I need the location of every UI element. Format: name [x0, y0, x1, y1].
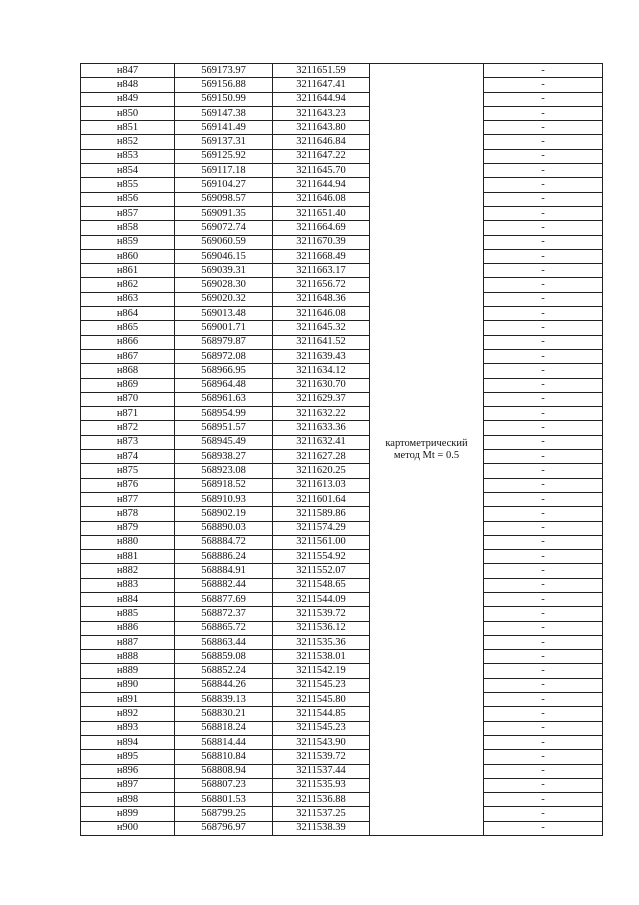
note-cell: -: [484, 607, 603, 621]
point-id-cell: н898: [81, 793, 175, 807]
point-id-cell: н882: [81, 564, 175, 578]
x-coordinate-cell: 568877.69: [175, 592, 273, 606]
y-coordinate-cell: 3211545.80: [273, 693, 370, 707]
x-coordinate-cell: 568918.52: [175, 478, 273, 492]
y-coordinate-cell: 3211539.72: [273, 607, 370, 621]
point-id-cell: н884: [81, 592, 175, 606]
note-cell: -: [484, 149, 603, 163]
point-id-cell: н890: [81, 678, 175, 692]
y-coordinate-cell: 3211630.70: [273, 378, 370, 392]
y-coordinate-cell: 3211644.94: [273, 178, 370, 192]
note-cell: -: [484, 321, 603, 335]
point-id-cell: н880: [81, 535, 175, 549]
point-id-cell: н896: [81, 764, 175, 778]
y-coordinate-cell: 3211539.72: [273, 750, 370, 764]
note-cell: -: [484, 707, 603, 721]
note-cell: -: [484, 564, 603, 578]
x-coordinate-cell: 568902.19: [175, 507, 273, 521]
note-cell: -: [484, 421, 603, 435]
y-coordinate-cell: 3211634.12: [273, 364, 370, 378]
y-coordinate-cell: 3211535.93: [273, 778, 370, 792]
point-id-cell: н861: [81, 264, 175, 278]
note-cell: -: [484, 307, 603, 321]
point-id-cell: н862: [81, 278, 175, 292]
x-coordinate-cell: 568799.25: [175, 807, 273, 821]
table-row: [81, 607, 603, 621]
note-cell: -: [484, 492, 603, 506]
note-cell: -: [484, 807, 603, 821]
y-coordinate-cell: 3211656.72: [273, 278, 370, 292]
point-id-cell: н888: [81, 650, 175, 664]
point-id-cell: н889: [81, 664, 175, 678]
table-row: [81, 764, 603, 778]
x-coordinate-cell: 568882.44: [175, 578, 273, 592]
x-coordinate-cell: 569072.74: [175, 221, 273, 235]
table-row: [81, 507, 603, 521]
x-coordinate-cell: 568863.44: [175, 635, 273, 649]
x-coordinate-cell: 568810.84: [175, 750, 273, 764]
note-cell: -: [484, 192, 603, 206]
note-cell: -: [484, 64, 603, 78]
point-id-cell: н849: [81, 92, 175, 106]
note-cell: -: [484, 550, 603, 564]
table-row: [81, 707, 603, 721]
x-coordinate-cell: 568818.24: [175, 721, 273, 735]
y-coordinate-cell: 3211537.44: [273, 764, 370, 778]
point-id-cell: н875: [81, 464, 175, 478]
point-id-cell: н850: [81, 106, 175, 120]
note-cell: -: [484, 106, 603, 120]
x-coordinate-cell: 569013.48: [175, 307, 273, 321]
table-row: [81, 206, 603, 220]
point-id-cell: н848: [81, 78, 175, 92]
note-cell: -: [484, 292, 603, 306]
x-coordinate-cell: 569150.99: [175, 92, 273, 106]
y-coordinate-cell: 3211545.23: [273, 721, 370, 735]
x-coordinate-cell: 569020.32: [175, 292, 273, 306]
x-coordinate-cell: 568859.08: [175, 650, 273, 664]
x-coordinate-cell: 568814.44: [175, 735, 273, 749]
point-id-cell: н847: [81, 64, 175, 78]
x-coordinate-cell: 569125.92: [175, 149, 273, 163]
x-coordinate-cell: 568890.03: [175, 521, 273, 535]
x-coordinate-cell: 568938.27: [175, 450, 273, 464]
x-coordinate-cell: 568964.48: [175, 378, 273, 392]
point-id-cell: н897: [81, 778, 175, 792]
table-row: [81, 635, 603, 649]
note-cell: -: [484, 750, 603, 764]
x-coordinate-cell: 568923.08: [175, 464, 273, 478]
point-id-cell: н895: [81, 750, 175, 764]
point-id-cell: н866: [81, 335, 175, 349]
note-cell: -: [484, 392, 603, 406]
x-coordinate-cell: 568801.53: [175, 793, 273, 807]
point-id-cell: н856: [81, 192, 175, 206]
x-coordinate-cell: 569028.30: [175, 278, 273, 292]
note-cell: -: [484, 735, 603, 749]
y-coordinate-cell: 3211647.41: [273, 78, 370, 92]
y-coordinate-cell: 3211613.03: [273, 478, 370, 492]
note-cell: -: [484, 693, 603, 707]
point-id-cell: н858: [81, 221, 175, 235]
x-coordinate-cell: 569156.88: [175, 78, 273, 92]
y-coordinate-cell: 3211633.36: [273, 421, 370, 435]
y-coordinate-cell: 3211538.01: [273, 650, 370, 664]
point-id-cell: н900: [81, 821, 175, 835]
y-coordinate-cell: 3211646.84: [273, 135, 370, 149]
y-coordinate-cell: 3211632.41: [273, 435, 370, 449]
table-row: [81, 478, 603, 492]
table-row: [81, 149, 603, 163]
x-coordinate-cell: 569060.59: [175, 235, 273, 249]
x-coordinate-cell: 569137.31: [175, 135, 273, 149]
table-row: [81, 307, 603, 321]
y-coordinate-cell: 3211643.80: [273, 121, 370, 135]
point-id-cell: н876: [81, 478, 175, 492]
y-coordinate-cell: 3211548.65: [273, 578, 370, 592]
table-row: [81, 349, 603, 363]
y-coordinate-cell: 3211632.22: [273, 407, 370, 421]
note-cell: -: [484, 278, 603, 292]
point-id-cell: н881: [81, 550, 175, 564]
table-row: [81, 221, 603, 235]
note-cell: -: [484, 821, 603, 835]
table-row: [81, 64, 603, 78]
y-coordinate-cell: 3211651.40: [273, 206, 370, 220]
table-row: [81, 164, 603, 178]
point-id-cell: н874: [81, 450, 175, 464]
y-coordinate-cell: 3211574.29: [273, 521, 370, 535]
table-row: [81, 778, 603, 792]
note-cell: -: [484, 635, 603, 649]
note-cell: -: [484, 621, 603, 635]
point-id-cell: н879: [81, 521, 175, 535]
point-id-cell: н891: [81, 693, 175, 707]
point-id-cell: н857: [81, 206, 175, 220]
note-cell: -: [484, 464, 603, 478]
note-cell: -: [484, 378, 603, 392]
y-coordinate-cell: 3211544.09: [273, 592, 370, 606]
y-coordinate-cell: 3211538.39: [273, 821, 370, 835]
note-cell: -: [484, 264, 603, 278]
table-row: [81, 735, 603, 749]
x-coordinate-cell: 568886.24: [175, 550, 273, 564]
x-coordinate-cell: 569104.27: [175, 178, 273, 192]
y-coordinate-cell: 3211537.25: [273, 807, 370, 821]
table-row: [81, 178, 603, 192]
table-row: [81, 364, 603, 378]
point-id-cell: н859: [81, 235, 175, 249]
y-coordinate-cell: 3211542.19: [273, 664, 370, 678]
note-cell: -: [484, 435, 603, 449]
note-cell: -: [484, 206, 603, 220]
method-cell: [370, 64, 484, 836]
x-coordinate-cell: 569147.38: [175, 106, 273, 120]
x-coordinate-cell: 568839.13: [175, 693, 273, 707]
coordinates-table-body: [81, 64, 603, 836]
note-cell: -: [484, 335, 603, 349]
point-id-cell: н860: [81, 249, 175, 263]
point-id-cell: н869: [81, 378, 175, 392]
note-cell: -: [484, 164, 603, 178]
table-row: [81, 435, 603, 449]
table-row: [81, 378, 603, 392]
point-id-cell: н877: [81, 492, 175, 506]
note-cell: -: [484, 778, 603, 792]
note-cell: -: [484, 507, 603, 521]
y-coordinate-cell: 3211545.23: [273, 678, 370, 692]
table-row: [81, 550, 603, 564]
table-row: [81, 521, 603, 535]
note-cell: -: [484, 235, 603, 249]
note-cell: -: [484, 349, 603, 363]
point-id-cell: н878: [81, 507, 175, 521]
point-id-cell: н871: [81, 407, 175, 421]
table-row: [81, 664, 603, 678]
x-coordinate-cell: 568972.08: [175, 349, 273, 363]
point-id-cell: н873: [81, 435, 175, 449]
x-coordinate-cell: 569046.15: [175, 249, 273, 263]
point-id-cell: н870: [81, 392, 175, 406]
table-row: [81, 235, 603, 249]
note-cell: -: [484, 650, 603, 664]
x-coordinate-cell: 568865.72: [175, 621, 273, 635]
point-id-cell: н868: [81, 364, 175, 378]
x-coordinate-cell: 568966.95: [175, 364, 273, 378]
y-coordinate-cell: 3211645.70: [273, 164, 370, 178]
note-cell: -: [484, 678, 603, 692]
table-row: [81, 392, 603, 406]
table-row: [81, 335, 603, 349]
table-row: [81, 464, 603, 478]
x-coordinate-cell: 569141.49: [175, 121, 273, 135]
point-id-cell: н883: [81, 578, 175, 592]
point-id-cell: н865: [81, 321, 175, 335]
note-cell: -: [484, 249, 603, 263]
table-row: [81, 492, 603, 506]
point-id-cell: н867: [81, 349, 175, 363]
y-coordinate-cell: 3211647.22: [273, 149, 370, 163]
point-id-cell: н864: [81, 307, 175, 321]
table-row: [81, 264, 603, 278]
table-row: [81, 793, 603, 807]
table-row: [81, 407, 603, 421]
x-coordinate-cell: 568945.49: [175, 435, 273, 449]
note-cell: -: [484, 478, 603, 492]
note-cell: -: [484, 135, 603, 149]
point-id-cell: н887: [81, 635, 175, 649]
x-coordinate-cell: 568830.21: [175, 707, 273, 721]
table-row: [81, 92, 603, 106]
point-id-cell: н863: [81, 292, 175, 306]
y-coordinate-cell: 3211664.69: [273, 221, 370, 235]
table-row: [81, 135, 603, 149]
note-cell: -: [484, 78, 603, 92]
x-coordinate-cell: 568852.24: [175, 664, 273, 678]
x-coordinate-cell: 568951.57: [175, 421, 273, 435]
y-coordinate-cell: 3211629.37: [273, 392, 370, 406]
y-coordinate-cell: 3211641.52: [273, 335, 370, 349]
table-row: [81, 292, 603, 306]
x-coordinate-cell: 568872.37: [175, 607, 273, 621]
y-coordinate-cell: 3211536.12: [273, 621, 370, 635]
y-coordinate-cell: 3211601.64: [273, 492, 370, 506]
table-row: [81, 578, 603, 592]
y-coordinate-cell: 3211552.07: [273, 564, 370, 578]
point-id-cell: н872: [81, 421, 175, 435]
y-coordinate-cell: 3211668.49: [273, 249, 370, 263]
table-row: [81, 278, 603, 292]
y-coordinate-cell: 3211620.25: [273, 464, 370, 478]
note-cell: -: [484, 221, 603, 235]
point-id-cell: н851: [81, 121, 175, 135]
x-coordinate-cell: 568910.93: [175, 492, 273, 506]
point-id-cell: н899: [81, 807, 175, 821]
note-cell: -: [484, 178, 603, 192]
note-cell: -: [484, 664, 603, 678]
y-coordinate-cell: 3211646.08: [273, 307, 370, 321]
y-coordinate-cell: 3211639.43: [273, 349, 370, 363]
x-coordinate-cell: 569173.97: [175, 64, 273, 78]
x-coordinate-cell: 568961.63: [175, 392, 273, 406]
note-cell: -: [484, 793, 603, 807]
table-row: [81, 821, 603, 835]
point-id-cell: н892: [81, 707, 175, 721]
note-cell: -: [484, 578, 603, 592]
point-id-cell: н886: [81, 621, 175, 635]
y-coordinate-cell: 3211627.28: [273, 450, 370, 464]
table-row: [81, 693, 603, 707]
x-coordinate-cell: 568807.23: [175, 778, 273, 792]
point-id-cell: н854: [81, 164, 175, 178]
table-row: [81, 321, 603, 335]
x-coordinate-cell: 569039.31: [175, 264, 273, 278]
x-coordinate-cell: 569091.35: [175, 206, 273, 220]
method-line-1: картометрический: [385, 437, 468, 449]
table-row: [81, 192, 603, 206]
note-cell: -: [484, 764, 603, 778]
point-id-cell: н853: [81, 149, 175, 163]
table-row: [81, 564, 603, 578]
table-row: [81, 106, 603, 120]
y-coordinate-cell: 3211589.86: [273, 507, 370, 521]
y-coordinate-cell: 3211644.94: [273, 92, 370, 106]
y-coordinate-cell: 3211646.08: [273, 192, 370, 206]
table-row: [81, 621, 603, 635]
table-row: [81, 78, 603, 92]
x-coordinate-cell: 568884.72: [175, 535, 273, 549]
table-row: [81, 535, 603, 549]
y-coordinate-cell: 3211535.36: [273, 635, 370, 649]
y-coordinate-cell: 3211544.85: [273, 707, 370, 721]
table-row: [81, 121, 603, 135]
point-id-cell: н885: [81, 607, 175, 621]
x-coordinate-cell: 568979.87: [175, 335, 273, 349]
point-id-cell: н855: [81, 178, 175, 192]
x-coordinate-cell: 569117.18: [175, 164, 273, 178]
y-coordinate-cell: 3211543.90: [273, 735, 370, 749]
note-cell: -: [484, 450, 603, 464]
coordinates-table: [80, 63, 603, 836]
note-cell: -: [484, 592, 603, 606]
table-row: [81, 678, 603, 692]
table-row: [81, 650, 603, 664]
note-cell: -: [484, 721, 603, 735]
table-row: [81, 721, 603, 735]
note-cell: -: [484, 121, 603, 135]
note-cell: -: [484, 364, 603, 378]
note-cell: -: [484, 535, 603, 549]
table-row: [81, 421, 603, 435]
y-coordinate-cell: 3211670.39: [273, 235, 370, 249]
note-cell: -: [484, 407, 603, 421]
x-coordinate-cell: 568796.97: [175, 821, 273, 835]
y-coordinate-cell: 3211645.32: [273, 321, 370, 335]
table-row: [81, 450, 603, 464]
y-coordinate-cell: 3211643.23: [273, 106, 370, 120]
table-row: [81, 249, 603, 263]
x-coordinate-cell: 568808.94: [175, 764, 273, 778]
y-coordinate-cell: 3211663.17: [273, 264, 370, 278]
note-cell: -: [484, 92, 603, 106]
y-coordinate-cell: 3211651.59: [273, 64, 370, 78]
x-coordinate-cell: 569001.71: [175, 321, 273, 335]
y-coordinate-cell: 3211536.88: [273, 793, 370, 807]
x-coordinate-cell: 568954.99: [175, 407, 273, 421]
x-coordinate-cell: 569098.57: [175, 192, 273, 206]
method-line-2: метод Mt = 0.5: [393, 449, 460, 461]
note-cell: -: [484, 521, 603, 535]
point-id-cell: н852: [81, 135, 175, 149]
table-row: [81, 750, 603, 764]
x-coordinate-cell: 568844.26: [175, 678, 273, 692]
table-row: [81, 592, 603, 606]
y-coordinate-cell: 3211554.92: [273, 550, 370, 564]
y-coordinate-cell: 3211561.00: [273, 535, 370, 549]
x-coordinate-cell: 568884.91: [175, 564, 273, 578]
point-id-cell: н894: [81, 735, 175, 749]
point-id-cell: н893: [81, 721, 175, 735]
y-coordinate-cell: 3211648.36: [273, 292, 370, 306]
table-row: [81, 807, 603, 821]
